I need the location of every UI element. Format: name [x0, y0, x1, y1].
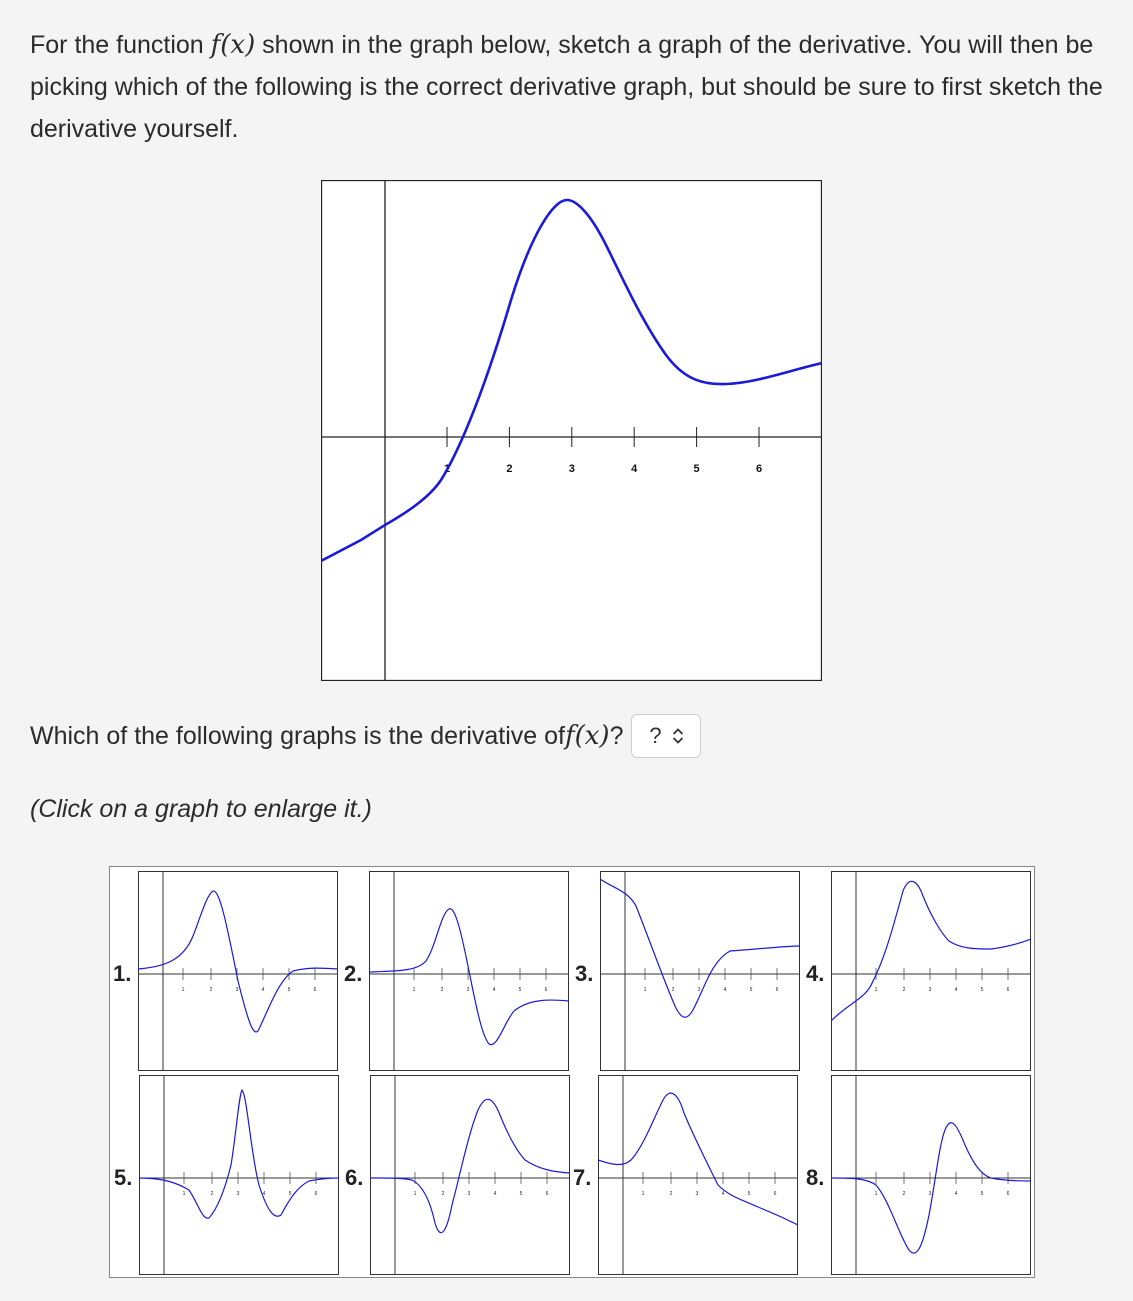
thumb-tick-label: 1	[874, 987, 878, 993]
thumb-tick-label: 5	[980, 987, 984, 993]
thumb-frame	[139, 872, 338, 1071]
question-suffix: ?	[609, 722, 624, 750]
thumb-tick-label: 4	[723, 987, 727, 993]
thumb-tick-label: 6	[773, 1191, 777, 1197]
thumb-tick-label: 1	[181, 987, 185, 993]
option-graph-7[interactable]	[598, 1075, 798, 1275]
thumb-tick-label: 2	[902, 987, 906, 993]
x-tick-label: 3	[568, 463, 575, 475]
thumb-tick-label: 3	[236, 1191, 240, 1197]
option-graph-5[interactable]	[139, 1075, 339, 1275]
thumb-tick-label: 4	[492, 987, 496, 993]
option-label-6: 6.	[345, 1165, 364, 1190]
thumb-tick-label: 6	[314, 1191, 318, 1197]
answer-select[interactable]	[631, 714, 701, 758]
function-graph	[321, 180, 822, 681]
thumb-tick-label: 3	[466, 987, 470, 993]
thumb-tick-label: 1	[874, 1191, 878, 1197]
thumb-tick-label: 4	[954, 1191, 958, 1197]
thumb-tick-label: 2	[209, 987, 213, 993]
thumb-tick-label: 6	[1006, 987, 1010, 993]
thumb-tick-label: 4	[261, 987, 265, 993]
thumb-tick-label: 1	[182, 1191, 186, 1197]
thumb-tick-label: 5	[287, 987, 291, 993]
x-tick-label: 5	[693, 463, 700, 475]
option-label-8: 8.	[806, 1165, 825, 1190]
option-label-1: 1.	[113, 961, 132, 986]
x-tick-label: 6	[755, 463, 763, 475]
question-func: f(x)	[565, 721, 610, 751]
option-label-5: 5.	[114, 1165, 133, 1190]
x-tick-label: 1	[443, 463, 451, 475]
option-graph-6[interactable]	[370, 1075, 570, 1275]
option-label-2: 2.	[344, 961, 363, 986]
thumb-tick-label: 3	[928, 1191, 932, 1197]
thumb-frame	[371, 1076, 570, 1275]
thumb-tick-label: 2	[902, 1191, 906, 1197]
thumb-tick-label: 6	[313, 987, 317, 993]
thumb-tick-label: 5	[980, 1191, 984, 1197]
thumb-tick-label: 3	[695, 1191, 699, 1197]
thumb-frame	[832, 1076, 1031, 1275]
options-grid	[109, 866, 1035, 1278]
chevron-updown-icon	[672, 727, 684, 745]
thumb-tick-label: 5	[518, 987, 522, 993]
thumb-tick-label: 1	[412, 987, 416, 993]
thumb-tick-label: 2	[671, 987, 675, 993]
option-graph-4[interactable]	[831, 871, 1031, 1071]
intro-part2: shown in the graph below, sketch a graph of the derivative. You will then be picking which of the following is the correct derivative graph, but should be sure to first sketch the derivative yourself.	[30, 31, 1103, 143]
thumb-tick-label: 3	[467, 1191, 471, 1197]
intro-part1: For the function	[30, 31, 211, 59]
thumb-tick-label: 3	[697, 987, 701, 993]
option-graph-8[interactable]	[831, 1075, 1031, 1275]
option-graph-1[interactable]	[138, 871, 338, 1071]
thumb-tick-label: 3	[928, 987, 932, 993]
intro-func: f(x)	[210, 30, 256, 60]
thumb-tick-label: 6	[1006, 1191, 1010, 1197]
thumb-tick-label: 3	[235, 987, 239, 993]
x-tick-label: 2	[506, 463, 513, 475]
thumb-tick-label: 6	[544, 987, 548, 993]
thumb-tick-label: 1	[641, 1191, 645, 1197]
thumb-tick-label: 2	[669, 1191, 673, 1197]
question	[30, 714, 701, 758]
thumb-tick-label: 5	[288, 1191, 292, 1197]
hint-text: (Click on a graph to enlarge it.)	[30, 795, 372, 823]
thumb-tick-label: 1	[643, 987, 647, 993]
thumb-tick-label: 5	[747, 1191, 751, 1197]
thumb-tick-label: 4	[721, 1191, 725, 1197]
answer-select-value: ?	[649, 723, 662, 748]
option-label-3: 3.	[575, 961, 594, 986]
thumb-tick-label: 1	[413, 1191, 417, 1197]
thumb-tick-label: 4	[262, 1191, 266, 1197]
x-tick-label: 4	[631, 463, 638, 475]
thumb-tick-label: 2	[440, 987, 444, 993]
thumb-tick-label: 6	[775, 987, 779, 993]
thumb-frame	[601, 872, 800, 1071]
thumb-tick-label: 5	[749, 987, 753, 993]
option-label-7: 7.	[573, 1165, 592, 1190]
thumb-tick-label: 6	[545, 1191, 549, 1197]
thumb-tick-label: 5	[519, 1191, 523, 1197]
question-text: Which of the following graphs is the derivative of	[30, 722, 565, 750]
thumb-frame	[832, 872, 1031, 1071]
thumb-tick-label: 2	[210, 1191, 214, 1197]
option-graph-3[interactable]	[600, 871, 800, 1071]
intro-text	[30, 24, 1110, 150]
option-graph-2[interactable]	[369, 871, 569, 1071]
option-label-4: 4.	[806, 961, 825, 986]
thumb-frame	[599, 1076, 798, 1275]
thumb-tick-label: 4	[954, 987, 958, 993]
thumb-tick-label: 2	[441, 1191, 445, 1197]
thumb-tick-label: 4	[493, 1191, 497, 1197]
